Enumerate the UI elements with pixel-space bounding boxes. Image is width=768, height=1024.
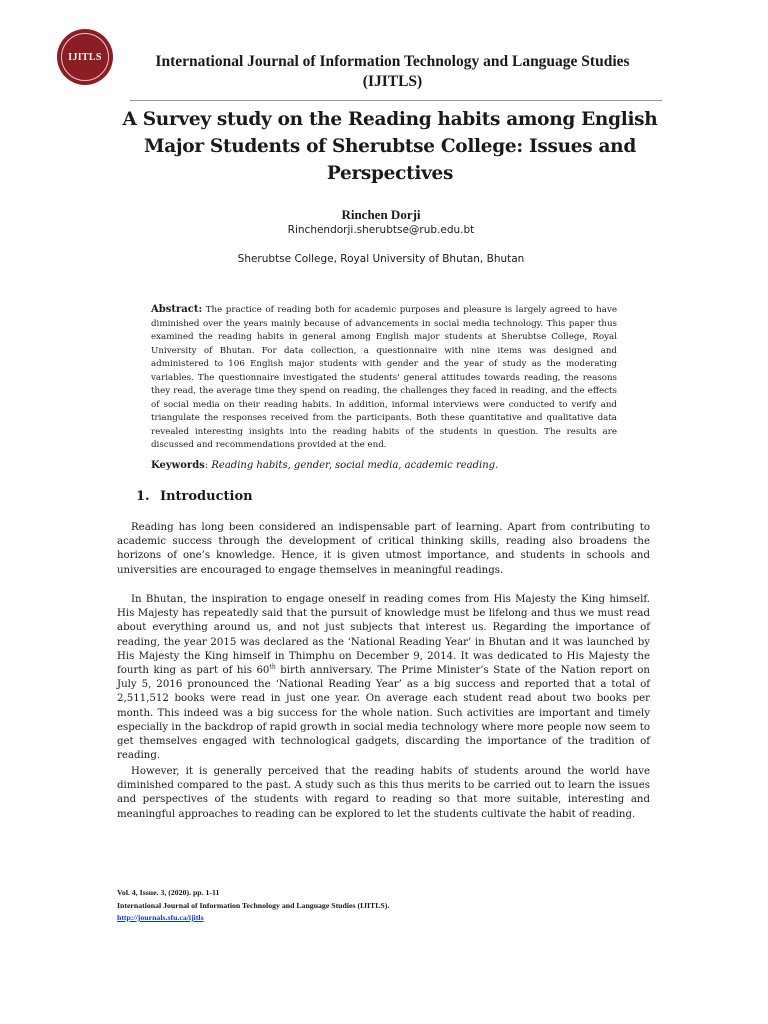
author-name: Rinchen Dorji xyxy=(341,207,421,222)
section-title: Introduction xyxy=(160,489,253,504)
abstract-label: Abstract: xyxy=(151,304,203,315)
section-heading-introduction xyxy=(136,489,253,504)
abstract xyxy=(151,303,617,453)
paragraph-2-part1: In Bhutan, the inspiration to engage oneself in reading comes from His Majesty the King himself. His Majesty has repeatedly said that the pursuit of knowledge must be lifelong and thus we must read about everything around us, and not just subjects that interest us. Regarding the importance of reading, the year 2015 was declared as the ‘National Reading Year’ in Bhutan and it was launched by His Majesty the King himself in Thimphu on December 9, 2014. It was dedicated to His Majesty the fourth king as part of his 60 xyxy=(117,594,650,677)
paper-title: A Survey study on the Reading habits among English Major Students of Sherubtse College: Issues and Perspectives xyxy=(122,109,658,184)
footer-journal-link[interactable]: http://journals.sfu.ca/ijitls xyxy=(117,913,204,922)
ordinal-suffix: th xyxy=(269,663,276,671)
paragraph-3: However, it is generally perceived that the reading habits of students around the world have diminished compared to the past. A study such as this thus merits to be carried out to learn the issues and perspectives of the students with regard to reading so that more suitable, interesting and meaningful approaches to reading can be explored to let the students cultivate the habit of reading. xyxy=(117,766,650,820)
header-divider xyxy=(130,100,662,101)
author-affiliation: Sherubtse College, Royal University of Bhutan, Bhutan xyxy=(237,253,525,265)
paragraph-2 xyxy=(117,593,650,763)
keywords-text: Reading habits, gender, social media, academic reading. xyxy=(211,460,499,471)
journal-name: International Journal of Information Technology and Language Studies xyxy=(155,53,630,70)
page-footer xyxy=(117,887,617,925)
journal-header xyxy=(130,52,655,92)
footer-volume: Vol. 4, Issue. 3, (2020). pp. 1-11 xyxy=(117,888,220,897)
logo-ring xyxy=(61,33,109,81)
paragraph-1: Reading has long been considered an indispensable part of learning. Apart from contributing to academic success through the development of critical thinking skills, reading also broadens the horizons of one’s knowledge. Hence, it is given utmost importance, and students in schools and universities are encouraged to engage themselves in meaningful readings. xyxy=(117,522,650,576)
journal-logo xyxy=(57,29,113,85)
section-number: 1. xyxy=(136,489,150,504)
keywords: Keywords: Reading habits, gender, social media, academic reading. xyxy=(151,460,499,471)
author-email: Rinchendorji.sherubtse@rub.edu.bt xyxy=(287,224,475,236)
keywords-label: Keywords xyxy=(151,460,205,471)
abstract-text: The practice of reading both for academic purposes and pleasure is largely agreed to have diminished over the years mainly because of advancements in social media technology. This paper thus examined the reading habits in general among English major students at Sherubtse College, Royal University of Bhutan. For data collection, a questionnaire with nine items was designed and administered to 106 English major students with gender and the year of study as the moderating variables. The questionnaire investigated the students' general attitudes towards reading, the reasons they read, the average time they spend on reading, the challenges they faced in reading, and the effects of social media on their reading habits. In addition, informal interviews were conducted to verify and triangulate the responses received from the participants. Both these quantitative and qualitative data revealed interesting insights into the reading habits of the students in question. The results are discussed and recommendations provided at the end. xyxy=(151,305,618,450)
logo-text: IJITLS xyxy=(68,51,102,63)
paragraph-2-part2: birth anniversary. The Prime Minister’s State of the Nation report on July 5, 2016 pronounced the ‘National Reading Year’ as a big success and reported that a total of 2,511,512 books were read in just one year. On average each student read about two books per month. This indeed was a big success for the whole nation. Such activities are important and timely especially in the backdrop of rapid growth in social media technology where more people now seem to get themselves engaged with technological gadgets, discarding the importance of the tradition of reading. xyxy=(117,665,650,762)
footer-journal: International Journal of Information Technology and Language Studies (IJITLS). xyxy=(117,900,390,910)
journal-abbreviation: (IJITLS) xyxy=(362,73,423,90)
